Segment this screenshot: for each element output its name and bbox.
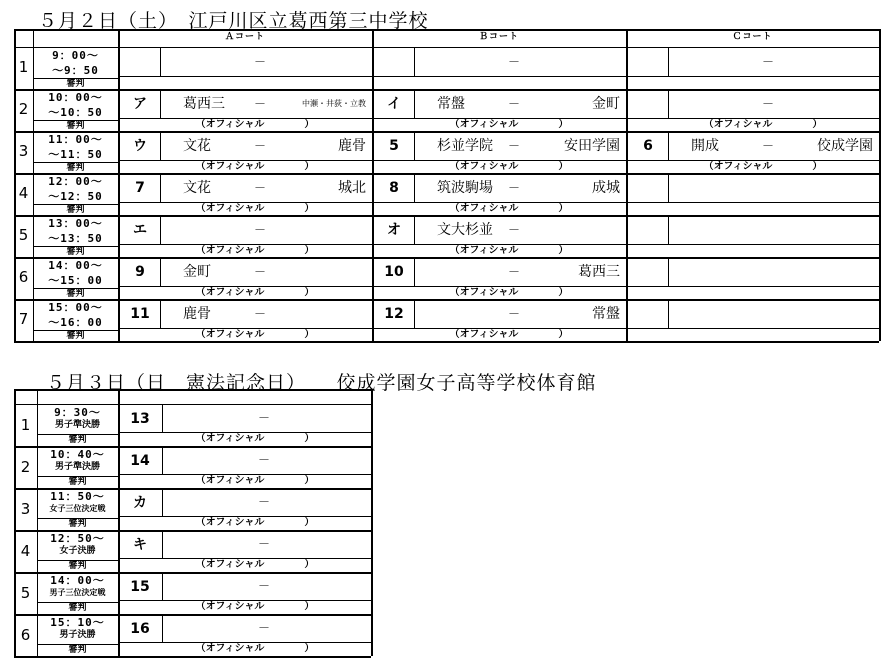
- court-header: Ａコート: [224, 32, 265, 42]
- v-rule: [162, 404, 163, 432]
- start-time: 12：00～: [48, 175, 103, 188]
- match-type-label: 女子三位決定戦: [49, 504, 106, 513]
- v-rule: [162, 614, 163, 642]
- v-rule: [160, 89, 161, 118]
- match-id: ア: [133, 96, 147, 112]
- h-rule: [14, 173, 879, 175]
- referee-label: 審判: [68, 561, 87, 571]
- match-id: 9: [135, 264, 145, 280]
- score-dash: －: [761, 55, 774, 69]
- v-rule: [14, 29, 16, 341]
- referee-label: 審判: [68, 645, 87, 655]
- v-rule: [668, 215, 669, 244]
- h-rule: [14, 341, 879, 343]
- home-team: 金町: [183, 264, 211, 280]
- official-label: （オフィシャル ）: [195, 245, 315, 256]
- h-rule: [14, 257, 879, 259]
- score-dash: －: [253, 307, 266, 321]
- referee-label: 審判: [66, 163, 85, 173]
- score-dash: －: [761, 139, 774, 153]
- h-rule: [14, 215, 879, 217]
- row-number: 7: [18, 310, 29, 328]
- match-id: 7: [135, 180, 145, 196]
- h-rule: [14, 656, 371, 658]
- official-label: （オフィシャル ）: [195, 601, 315, 612]
- h-rule: [14, 299, 879, 301]
- referee-label: 審判: [66, 121, 85, 131]
- row-number: 4: [18, 184, 29, 202]
- start-time: 13：00～: [48, 217, 103, 230]
- official-label: （オフィシャル ）: [703, 119, 823, 130]
- v-rule: [160, 173, 161, 202]
- referee-label: 審判: [66, 247, 85, 257]
- score-dash: －: [507, 97, 520, 111]
- start-time: 11：50～: [50, 490, 105, 503]
- h-rule: [14, 29, 879, 31]
- match-id: 16: [130, 621, 150, 637]
- home-team: 開成: [691, 138, 719, 154]
- match-id: キ: [133, 537, 147, 553]
- v-rule: [668, 47, 669, 76]
- v-rule: [414, 47, 415, 76]
- v-rule: [668, 173, 669, 202]
- score-dash: －: [257, 621, 270, 635]
- official-label: （オフィシャル ）: [195, 287, 315, 298]
- row-number: 5: [20, 584, 31, 602]
- match-type-label: 女子決勝: [59, 546, 96, 556]
- h-rule: [118, 76, 879, 77]
- score-dash: －: [253, 139, 266, 153]
- match-id: 5: [389, 138, 399, 154]
- day2-heading: ５月３日（日 憲法記念日） 佼成学園女子高等学校体育館: [46, 372, 597, 394]
- v-rule: [668, 131, 669, 160]
- court-header: Ｂコート: [478, 32, 519, 42]
- row-number: 2: [18, 100, 29, 118]
- match-id: 12: [384, 306, 404, 322]
- match-type-label: 男子三位決定戦: [49, 588, 106, 597]
- match-id: ウ: [133, 138, 147, 154]
- official-label: （オフィシャル ）: [449, 245, 569, 256]
- official-label: （オフィシャル ）: [195, 517, 315, 528]
- home-team: 文花: [183, 180, 211, 196]
- h-rule: [14, 47, 879, 48]
- row-number: 3: [20, 500, 31, 518]
- score-dash: －: [507, 181, 520, 195]
- end-time: ～10：50: [48, 106, 103, 119]
- match-type-label: 男子準決勝: [54, 420, 100, 430]
- away-team: 成城: [592, 180, 620, 196]
- referee-label: 審判: [68, 435, 87, 445]
- day1-heading: ５月２日（土） 江戸川区立葛西第三中学校: [38, 10, 429, 32]
- away-team: 金町: [592, 96, 620, 112]
- official-label: （オフィシャル ）: [195, 475, 315, 486]
- official-label: （オフィシャル ）: [195, 559, 315, 570]
- v-rule: [414, 215, 415, 244]
- v-rule: [414, 131, 415, 160]
- score-dash: －: [507, 139, 520, 153]
- start-time: 10：40～: [50, 448, 105, 461]
- away-team: 安田学園: [564, 138, 620, 154]
- match-id: イ: [387, 96, 401, 112]
- away-team: 中瀬・井荻・立教: [302, 99, 366, 108]
- row-number: 2: [20, 458, 31, 476]
- official-label: （オフィシャル ）: [449, 161, 569, 172]
- start-time: 10：00～: [48, 91, 103, 104]
- score-dash: －: [507, 265, 520, 279]
- match-id: 11: [130, 306, 150, 322]
- away-team: 常盤: [592, 306, 620, 322]
- v-rule: [371, 389, 373, 656]
- referee-label: 審判: [66, 205, 85, 215]
- h-rule: [14, 131, 879, 133]
- row-number: 6: [18, 268, 29, 286]
- official-label: （オフィシャル ）: [449, 287, 569, 298]
- v-rule: [162, 446, 163, 474]
- match-id: 13: [130, 411, 150, 427]
- v-rule: [414, 89, 415, 118]
- v-rule: [162, 530, 163, 558]
- score-dash: －: [257, 495, 270, 509]
- home-team: 文大杉並: [437, 222, 493, 238]
- referee-label: 審判: [68, 519, 87, 529]
- home-team: 文花: [183, 138, 211, 154]
- home-team: 筑波駒場: [437, 180, 493, 196]
- official-label: （オフィシャル ）: [449, 203, 569, 214]
- away-team: 鹿骨: [338, 138, 366, 154]
- v-rule: [414, 173, 415, 202]
- referee-label: 審判: [68, 603, 87, 613]
- match-id: 14: [130, 453, 150, 469]
- court-header: Ｃコート: [732, 32, 773, 42]
- end-time: ～9：50: [52, 64, 99, 77]
- start-time: 11：00～: [48, 133, 103, 146]
- official-label: （オフィシャル ）: [195, 203, 315, 214]
- score-dash: －: [253, 265, 266, 279]
- start-time: 15：10～: [50, 616, 105, 629]
- v-rule: [668, 89, 669, 118]
- official-label: （オフィシャル ）: [703, 161, 823, 172]
- home-team: 鹿骨: [183, 306, 211, 322]
- score-dash: －: [761, 97, 774, 111]
- row-number: 1: [18, 58, 29, 76]
- row-number: 1: [20, 416, 31, 434]
- v-rule: [160, 47, 161, 76]
- match-type-label: 男子決勝: [59, 630, 96, 640]
- match-id: 15: [130, 579, 150, 595]
- referee-label: 審判: [68, 477, 87, 487]
- official-label: （オフィシャル ）: [195, 433, 315, 444]
- v-rule: [414, 299, 415, 328]
- home-team: 杉並学院: [437, 138, 493, 154]
- score-dash: －: [507, 307, 520, 321]
- v-rule: [879, 29, 881, 341]
- start-time: 12：50～: [50, 532, 105, 545]
- official-label: （オフィシャル ）: [195, 329, 315, 340]
- v-rule: [160, 131, 161, 160]
- row-number: 3: [18, 142, 29, 160]
- start-time: 9：30～: [54, 406, 101, 419]
- score-dash: －: [253, 97, 266, 111]
- away-team: 城北: [338, 180, 366, 196]
- v-rule: [162, 488, 163, 516]
- end-time: ～11：50: [48, 148, 103, 161]
- score-dash: －: [253, 55, 266, 69]
- start-time: 14：00～: [50, 574, 105, 587]
- v-rule: [668, 257, 669, 286]
- v-rule: [162, 572, 163, 600]
- match-id: 8: [389, 180, 399, 196]
- referee-label: 審判: [66, 289, 85, 299]
- v-rule: [414, 257, 415, 286]
- away-team: 佼成学園: [817, 138, 873, 154]
- end-time: ～12：50: [48, 190, 103, 203]
- official-label: （オフィシャル ）: [449, 119, 569, 130]
- match-id: 10: [384, 264, 404, 280]
- start-time: 14：00～: [48, 259, 103, 272]
- row-number: 6: [20, 626, 31, 644]
- score-dash: －: [507, 55, 520, 69]
- official-label: （オフィシャル ）: [195, 119, 315, 130]
- referee-label: 審判: [66, 79, 85, 89]
- score-dash: －: [253, 223, 266, 237]
- row-number: 5: [18, 226, 29, 244]
- v-rule: [160, 215, 161, 244]
- away-team: 葛西三: [578, 264, 620, 280]
- score-dash: －: [257, 537, 270, 551]
- home-team: 葛西三: [183, 96, 225, 112]
- end-time: ～15：00: [48, 274, 103, 287]
- v-rule: [668, 299, 669, 328]
- match-type-label: 男子準決勝: [54, 462, 100, 472]
- score-dash: －: [507, 223, 520, 237]
- row-number: 4: [20, 542, 31, 560]
- score-dash: －: [257, 411, 270, 425]
- end-time: ～16：00: [48, 316, 103, 329]
- referee-label: 審判: [66, 331, 85, 341]
- score-dash: －: [253, 181, 266, 195]
- start-time: 9：00～: [52, 49, 99, 62]
- match-id: 6: [643, 138, 653, 154]
- score-dash: －: [257, 453, 270, 467]
- match-id: カ: [133, 495, 147, 511]
- score-dash: －: [257, 579, 270, 593]
- end-time: ～13：50: [48, 232, 103, 245]
- h-rule: [14, 389, 371, 391]
- match-id: オ: [387, 222, 401, 238]
- h-rule: [14, 404, 371, 405]
- official-label: （オフィシャル ）: [195, 643, 315, 654]
- official-label: （オフィシャル ）: [195, 161, 315, 172]
- official-label: （オフィシャル ）: [449, 329, 569, 340]
- home-team: 常盤: [437, 96, 465, 112]
- h-rule: [14, 89, 879, 91]
- v-rule: [160, 257, 161, 286]
- start-time: 15：00～: [48, 301, 103, 314]
- match-id: エ: [133, 222, 147, 238]
- v-rule: [160, 299, 161, 328]
